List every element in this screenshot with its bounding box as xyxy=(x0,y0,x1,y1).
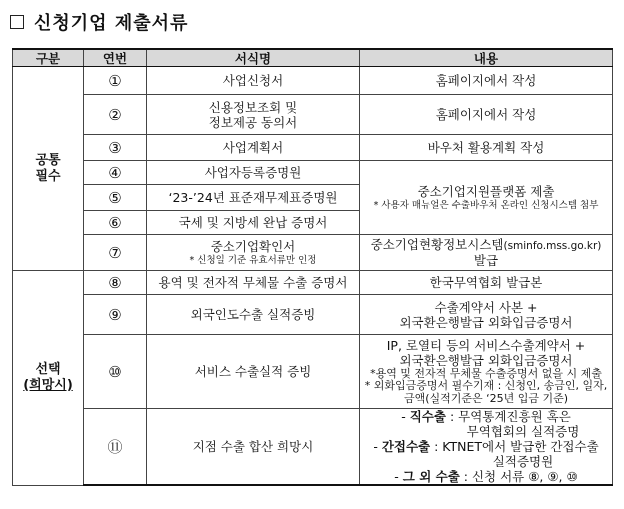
row-content: 바우처 활용계획 작성 xyxy=(360,135,613,161)
checkbox-square-icon xyxy=(10,15,24,29)
row-number: ⑤ xyxy=(84,185,147,211)
table-header-row xyxy=(13,49,613,67)
row-content: IP, 로열티 등의 서비스수출계약서 + 외국환은행발급 외화입금증명서 *용역 및 전자적 무체물 수출증명서 없을 시 제출 * 외화입금증명서 필수기재 : 신청인, 송금인, 일자, 금액(실적기준은 ‘25년 입금 기준) xyxy=(360,335,613,409)
row-content: 홈페이지에서 작성 xyxy=(360,95,613,135)
row-number: ⑥ xyxy=(84,211,147,235)
row-number: ⑩ xyxy=(84,335,147,409)
row-form: 사업신청서 xyxy=(147,67,360,95)
row-form: 외국인도수출 실적증빙 xyxy=(147,295,360,335)
row-number: ⑧ xyxy=(84,271,147,295)
row-number: ④ xyxy=(84,161,147,185)
list-item: - 간접수출 : KTNET에서 발급한 간접수출 xyxy=(373,439,599,454)
row-form: 사업자등록증명원 xyxy=(147,161,360,185)
row-content: 홈페이지에서 작성 xyxy=(360,67,613,95)
table-row xyxy=(13,161,613,185)
header-number: 연번 xyxy=(84,49,147,67)
row-number: ⑦ xyxy=(84,235,147,271)
row-content: 중소기업현황정보시스템(sminfo.mss.go.kr) 발급 xyxy=(360,235,613,271)
table-row xyxy=(13,295,613,335)
group-optional: 선택 (희망시) xyxy=(13,271,84,486)
header-content: 내용 xyxy=(360,49,613,67)
row-content-merged: 중소기업지원플랫폼 제출 * 사용자 매뉴얼은 수출바우처 온라인 신청시스템 첨부 xyxy=(360,161,613,235)
row-form: 지점 수출 합산 희망시 xyxy=(147,409,360,486)
row-form: 서비스 수출실적 증빙 xyxy=(147,335,360,409)
row-content: - 직수출 : 무역통계진흥원 혹은 무역협회의 실적증명 - 간접수출 : KTNET에서 발급한 간접수출 실적증명원 - 그 외 수출 : 신청 서류 ⑧, ⑨, ⑩ xyxy=(360,409,613,486)
row-form: 신용정보조회 및 정보제공 동의서 xyxy=(147,95,360,135)
row-form: 국세 및 지방세 완납 증명서 xyxy=(147,211,360,235)
row-number: ② xyxy=(84,95,147,135)
list-item: - 그 외 수출 : 신청 서류 ⑧, ⑨, ⑩ xyxy=(394,469,578,484)
header-form: 서식명 xyxy=(147,49,360,67)
table-row xyxy=(13,235,613,271)
row-number: ⑨ xyxy=(84,295,147,335)
row-form: ‘23-’24년 표준재무제표증명원 xyxy=(147,185,360,211)
row-form: 사업계획서 xyxy=(147,135,360,161)
row-number: ① xyxy=(84,67,147,95)
row-number: ⑪ xyxy=(84,409,147,486)
section-heading xyxy=(10,10,188,34)
page-title: 신청기업 제출서류 xyxy=(34,13,189,34)
row-form: 중소기업확인서 * 신청일 기준 유효서류만 인정 xyxy=(147,235,360,271)
row-content: 한국무역협회 발급본 xyxy=(360,271,613,295)
table-row xyxy=(13,135,613,161)
row-number: ③ xyxy=(84,135,147,161)
header-category: 구분 xyxy=(13,49,84,67)
row-content: 수출계약서 사본 + 외국환은행발급 외화입금증명서 xyxy=(360,295,613,335)
list-item: - 직수출 : 무역통계진흥원 혹은 xyxy=(401,409,571,424)
table-row xyxy=(13,335,613,409)
table-row xyxy=(13,409,613,486)
table-row xyxy=(13,67,613,95)
table-row xyxy=(13,95,613,135)
row-form: 용역 및 전자적 무체물 수출 증명서 xyxy=(147,271,360,295)
table-row xyxy=(13,271,613,295)
group-common: 공통 필수 xyxy=(13,67,84,271)
documents-table xyxy=(12,48,613,486)
